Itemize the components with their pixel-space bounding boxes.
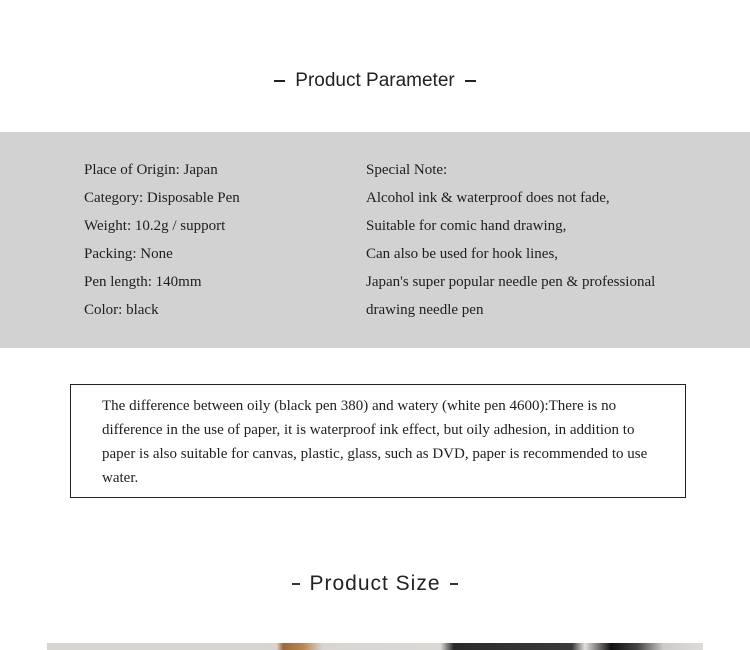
product-photo: [47, 643, 703, 650]
special-note-line: drawing needle pen: [366, 302, 484, 318]
special-note-label: Special Note:: [366, 162, 448, 178]
heading-dash-right: [465, 80, 476, 82]
product-size-heading: [0, 570, 750, 598]
param-weight: Weight: 10.2g / support: [84, 218, 226, 234]
param-pen-length: Pen length: 140mm: [84, 274, 202, 290]
param-category: Category: Disposable Pen: [84, 190, 240, 206]
special-note-line: Alcohol ink & waterproof does not fade,: [366, 190, 610, 206]
special-note-list: [366, 156, 706, 324]
product-size-title: Product Size: [309, 572, 441, 595]
note-text: The difference between oily (black pen 380) and watery (white pen 4600):There is no difference in the use of paper, it is waterproof ink effect, but oily adhesion, in addition to paper is also suitable for canvas, plastic, glass, such as DVD, paper is recommended to use water.: [102, 398, 648, 486]
heading-dash-left: [292, 583, 300, 585]
param-packing: Packing: None: [84, 246, 173, 262]
parameter-list-left: [84, 156, 354, 324]
special-note-line: Can also be used for hook lines,: [366, 246, 559, 262]
heading-dash-right: [450, 583, 458, 585]
special-note-line: Japan's super popular needle pen & professional: [366, 274, 656, 290]
param-color: Color: black: [84, 302, 159, 318]
special-note-line: Suitable for comic hand drawing,: [366, 218, 567, 234]
oily-vs-watery-note-box: [70, 384, 686, 498]
param-origin: Place of Origin: Japan: [84, 162, 218, 178]
heading-dash-left: [274, 80, 285, 82]
product-parameter-heading: [0, 68, 750, 94]
product-parameter-title: Product Parameter: [295, 70, 455, 91]
